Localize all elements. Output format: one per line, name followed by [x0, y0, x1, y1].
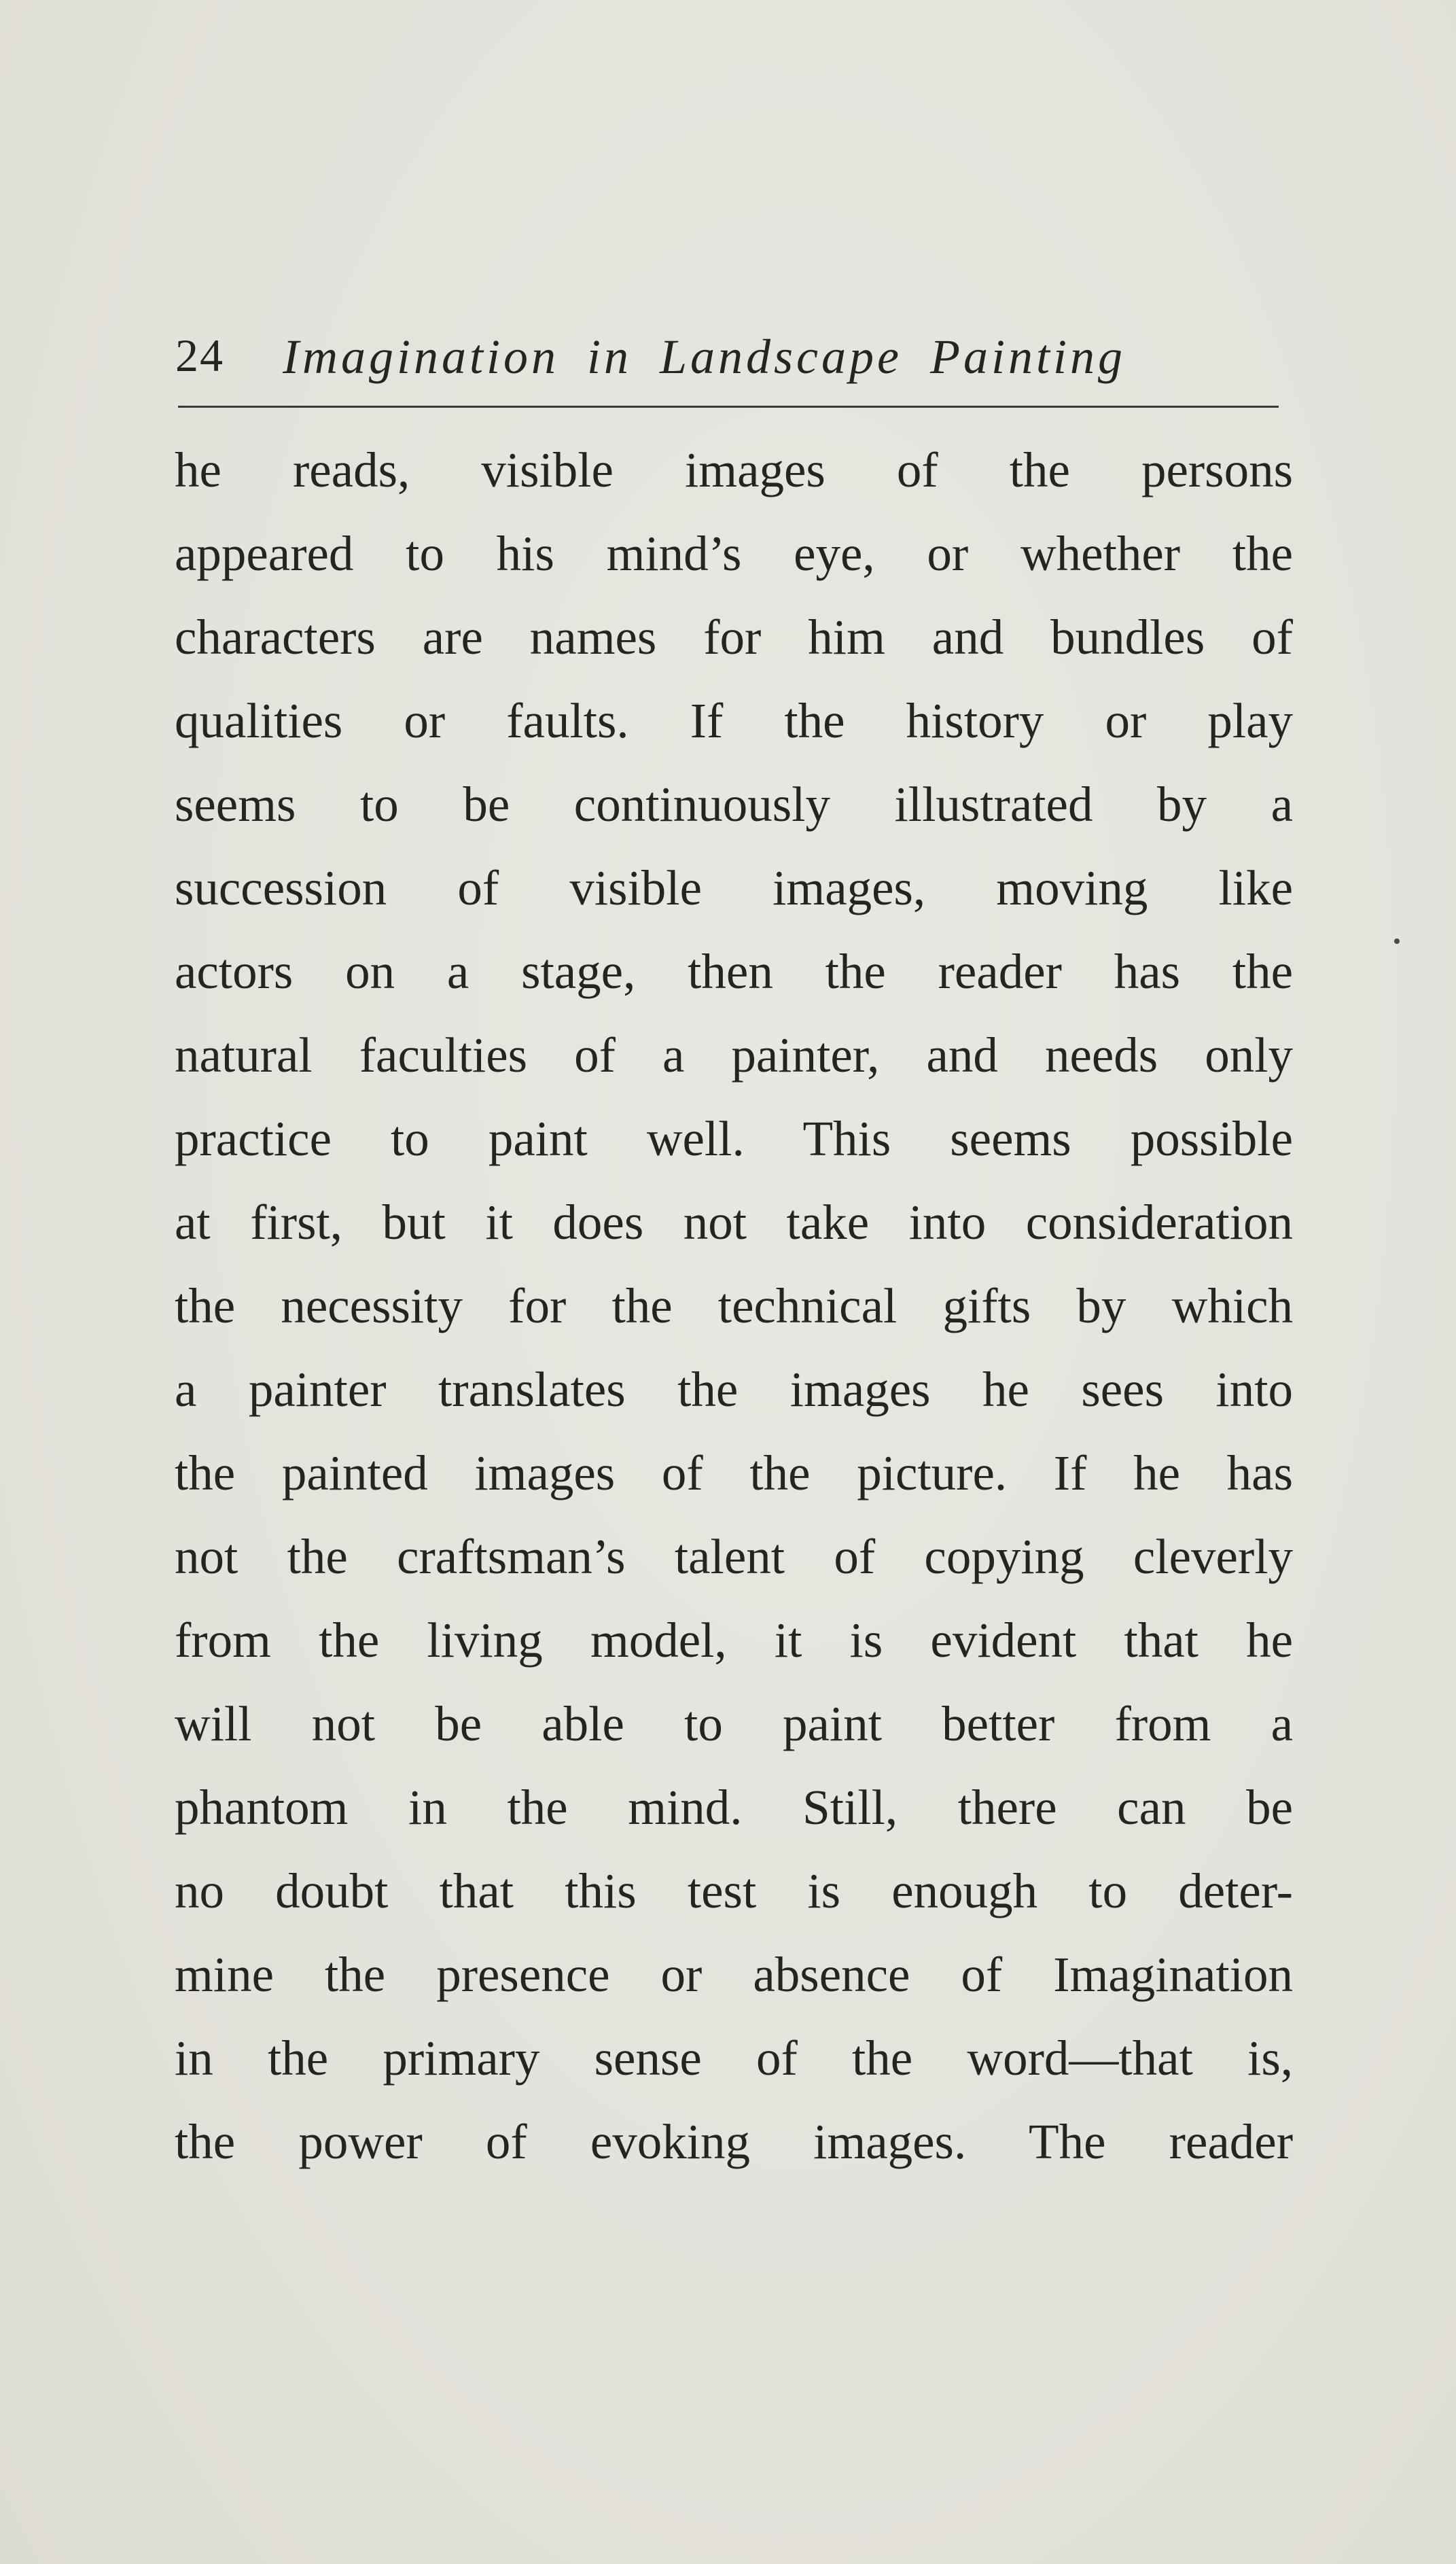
text-line: succession of visible images, moving like [175, 860, 1293, 915]
text-line: will not be able to paint better from a [175, 1696, 1293, 1751]
text-line: natural faculties of a painter, and needs only [175, 1028, 1293, 1083]
text-line: no doubt that this test is enough to deter- [175, 1863, 1293, 1918]
text-line: in the primary sense of the word—that is, [175, 2031, 1293, 2086]
header-rule [178, 406, 1279, 408]
text-line: qualities or faults. If the history or play [175, 693, 1293, 748]
text-line: practice to paint well. This seems possible [175, 1111, 1293, 1166]
text-line: he reads, visible images of the persons [175, 442, 1293, 497]
text-line: not the craftsman’s talent of copying cleverly [175, 1529, 1293, 1584]
text-line: mine the presence or absence of Imagination [175, 1947, 1293, 2002]
text-line: seems to be continuously illustrated by a [175, 777, 1293, 832]
text-line: the power of evoking images. The reader [175, 2114, 1293, 2169]
text-line: from the living model, it is evident that he [175, 1613, 1293, 1668]
text-line: actors on a stage, then the reader has the [175, 944, 1293, 999]
running-head [175, 319, 1276, 394]
ink-speck [1394, 938, 1400, 944]
book-title: Imagination in Landscape Painting [283, 330, 1126, 384]
text-line: at first, but it does not take into consideration [175, 1195, 1293, 1250]
text-line: phantom in the mind. Still, there can be [175, 1780, 1293, 1835]
text-line: the necessity for the technical gifts by which [175, 1278, 1293, 1333]
text-line: appeared to his mind’s eye, or whether the [175, 526, 1293, 581]
text-line: a painter translates the images he sees into [175, 1362, 1293, 1417]
body-paragraph [175, 428, 1293, 2183]
text-line: characters are names for him and bundles of [175, 610, 1293, 665]
text-line: the painted images of the picture. If he has [175, 1445, 1293, 1500]
page-number: 24 [175, 330, 224, 381]
